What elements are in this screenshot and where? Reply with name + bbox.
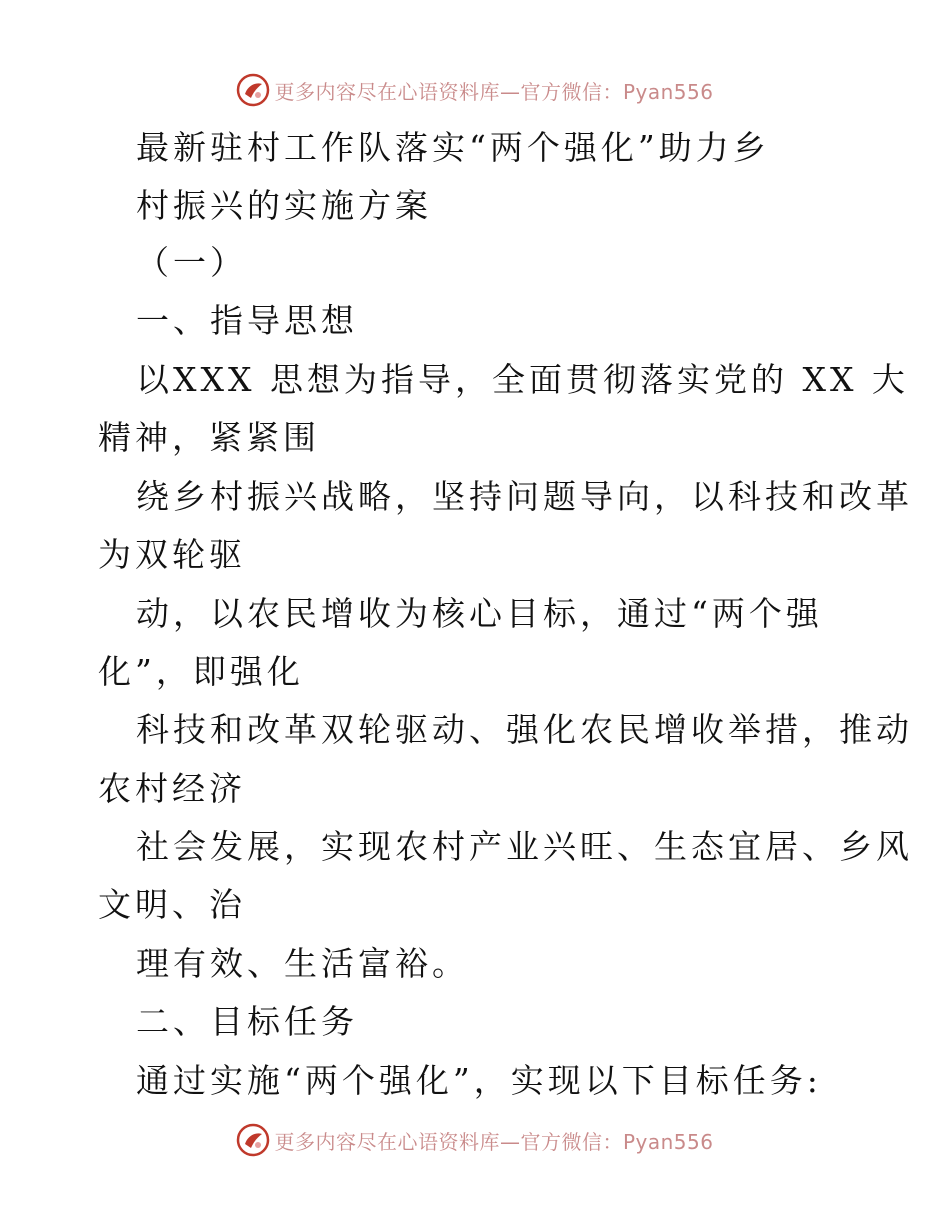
brand-logo-icon bbox=[236, 1123, 270, 1157]
document-title-line-1: 最新驻村工作队落实“两个强化”助力乡 bbox=[136, 128, 770, 167]
paragraph-line: 化”，即强化 bbox=[98, 652, 304, 691]
heading-guiding-ideology: 一、指导思想 bbox=[136, 301, 358, 340]
paragraph-line: 绕乡村振兴战略，坚持问题导向，以科技和改革 bbox=[136, 477, 913, 516]
paragraph-line: 科技和改革双轮驱动、强化农民增收举措，推动 bbox=[136, 710, 913, 749]
watermark-text: 更多内容尽在心语资料库—官方微信：Pyan556 bbox=[274, 1129, 714, 1154]
paragraph-line: 通过实施“两个强化”，实现以下目标任务: bbox=[136, 1061, 822, 1100]
watermark-header bbox=[0, 70, 950, 110]
paragraph-line: 社会发展，实现农村产业兴旺、生态宜居、乡风 bbox=[136, 827, 913, 866]
section-number: （一） bbox=[136, 243, 247, 282]
brand-logo-icon bbox=[236, 73, 270, 107]
paragraph-line: 文明、治 bbox=[98, 885, 246, 924]
watermark-text: 更多内容尽在心语资料库—官方微信：Pyan556 bbox=[274, 79, 714, 104]
paragraph-line: 动，以农民增收为核心目标，通过“两个强 bbox=[136, 594, 823, 633]
paragraph-line: 理有效、生活富裕。 bbox=[136, 944, 469, 983]
heading-goals-tasks: 二、目标任务 bbox=[136, 1002, 358, 1041]
paragraph-line: 为双轮驱 bbox=[98, 535, 246, 574]
watermark-footer bbox=[0, 1120, 950, 1160]
paragraph-line: 精神，紧紧围 bbox=[98, 418, 320, 457]
paragraph-line: 以XXX 思想为指导，全面贯彻落实党的 XX 大 bbox=[136, 360, 909, 399]
paragraph-line: 农村经济 bbox=[98, 769, 246, 808]
document-title-line-2: 村振兴的实施方案 bbox=[136, 186, 432, 225]
